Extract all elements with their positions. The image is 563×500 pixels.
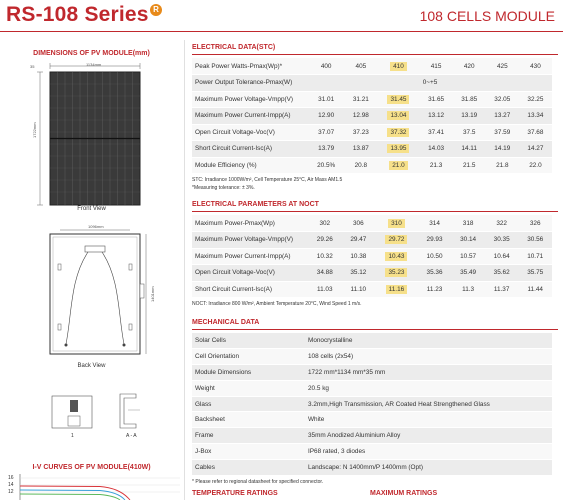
cell: 21.5 [453, 157, 486, 174]
table-row [192, 444, 552, 460]
row-label: Power Output Tolerance-Pmax(W) [192, 75, 308, 92]
cell: 322 [485, 215, 519, 232]
cell: 400 [308, 58, 344, 75]
row-label: Frame [192, 428, 302, 444]
cell-highlight-text: 35.23 [385, 268, 407, 277]
cell-highlight-text: 310 [388, 219, 405, 228]
cell-highlight [375, 215, 418, 232]
table-row [192, 157, 552, 174]
header-divider [0, 31, 563, 32]
cell-highlight-text: 410 [390, 62, 407, 71]
cell: 31.65 [420, 91, 453, 108]
front-width-label: 1134mm [86, 62, 102, 67]
cell: 3.2mm,High Transmission, AR Coated Heat Strengthened Glass [302, 396, 552, 412]
cell: 306 [342, 215, 376, 232]
table-row [192, 215, 552, 232]
cell: 10.71 [518, 248, 552, 265]
cell: 35.75 [518, 265, 552, 282]
row-label: Backsheet [192, 412, 302, 428]
row-label: Maximum Power Current-Impp(A) [192, 108, 308, 125]
stc-note-2: *Measuring tolerance: ± 3%. [192, 184, 255, 191]
cell-highlight [377, 157, 419, 174]
row-label: Module Efficiency (%) [192, 157, 308, 174]
stc-note [192, 177, 558, 192]
cell: 30.56 [518, 232, 552, 249]
front-height-label: 1722mm [32, 122, 37, 138]
cell: Landscape: N 1400mm/P 1400mm (Opt) [302, 460, 552, 476]
module-title: 108 CELLS MODULE [419, 8, 555, 24]
iv-curves-chart [0, 472, 183, 500]
row-label: Cell Orientation [192, 348, 302, 364]
cell: 326 [518, 215, 552, 232]
cell: 35.12 [342, 265, 376, 282]
mechanical-note: * Please refer to regional datasheet for specified connector. [192, 479, 324, 486]
table-row [192, 396, 552, 412]
row-label: Glass [192, 396, 302, 412]
table-row [192, 108, 552, 125]
back-view-drawing [0, 224, 183, 364]
row-label: Maximum Power Voltage-Vmpp(V) [192, 91, 308, 108]
section-detail-drawing [0, 390, 183, 446]
cell: 420 [453, 58, 486, 75]
cell: 405 [344, 58, 377, 75]
cell-highlight-text: 10.43 [385, 252, 407, 261]
stc-rule [192, 54, 558, 55]
cell: 22.0 [519, 157, 552, 174]
cell: 30.35 [485, 232, 519, 249]
cell: 29.26 [308, 232, 342, 249]
row-label: Maximum Power-Pmax(Wp) [192, 215, 308, 232]
stc-table [192, 58, 552, 174]
cell-highlight-text: 13.04 [387, 111, 409, 120]
cell-highlight [377, 91, 419, 108]
cell-highlight-text: 13.95 [387, 144, 409, 153]
section-aa-label: A - A [126, 433, 137, 439]
table-row [192, 380, 552, 396]
drawings-column [0, 40, 183, 500]
page-header [0, 0, 563, 34]
cell: 10.32 [308, 248, 342, 265]
cell: White [302, 412, 552, 428]
iv-curves-title: I-V CURVES OF PV MODULE(410W) [32, 464, 151, 471]
row-label: Module Dimensions [192, 364, 302, 380]
table-row [192, 333, 552, 349]
column-divider [184, 40, 185, 500]
cell-highlight [375, 248, 418, 265]
cell-span: 0~+5 [308, 75, 552, 92]
iv-ytick-14: 14 [8, 482, 14, 488]
cell: 10.50 [418, 248, 452, 265]
table-row [192, 124, 552, 141]
cell: 31.01 [308, 91, 344, 108]
row-label: Cables [192, 460, 302, 476]
cell-highlight [375, 281, 418, 298]
table-row [192, 348, 552, 364]
mechanical-table [192, 333, 552, 477]
noct-title: ELECTRICAL PARAMETERS AT NOCT [192, 201, 319, 208]
noct-table [192, 215, 552, 298]
cell: 11.37 [485, 281, 519, 298]
table-row [192, 75, 552, 92]
table-row [192, 58, 552, 75]
table-row [192, 364, 552, 380]
cell: 11.3 [451, 281, 485, 298]
cell: 318 [451, 215, 485, 232]
dimensions-title: DIMENSIONS OF PV MODULE(mm) [33, 50, 150, 57]
cell: 37.23 [344, 124, 377, 141]
data-column [192, 44, 558, 487]
brand-badge-icon: R [150, 4, 162, 16]
cell-highlight-text: 29.72 [385, 235, 407, 244]
cell-highlight-text: 31.45 [387, 95, 409, 104]
maximum-ratings-title: MAXIMUM RATINGS [370, 490, 438, 497]
row-label: Weight [192, 380, 302, 396]
cell: 13.79 [308, 141, 344, 158]
cell: 11.44 [518, 281, 552, 298]
row-label: Short Circuit Current-Isc(A) [192, 141, 308, 158]
cell: 21.8 [486, 157, 519, 174]
iv-ytick-16: 16 [8, 475, 14, 481]
cell: 14.03 [420, 141, 453, 158]
cell: 32.05 [486, 91, 519, 108]
cell: 314 [418, 215, 452, 232]
cell: 37.41 [420, 124, 453, 141]
cell: 425 [486, 58, 519, 75]
cell: 415 [420, 58, 453, 75]
row-label: Maximum Power Current-Impp(A) [192, 248, 308, 265]
back-height-label: 1401mm [150, 286, 155, 302]
cell: 31.85 [453, 91, 486, 108]
table-row [192, 265, 552, 282]
row-label: Solar Cells [192, 333, 302, 349]
back-view-label: Back View [77, 363, 106, 369]
cell: 37.68 [519, 124, 552, 141]
cell: 32.25 [519, 91, 552, 108]
front-view-drawing [0, 60, 183, 220]
cell: 14.11 [453, 141, 486, 158]
cell: 11.03 [308, 281, 342, 298]
table-row [192, 91, 552, 108]
back-width-label: 1096mm [88, 224, 104, 229]
temperature-ratings-title: TEMPERATURE RATINGS [192, 490, 278, 497]
table-row [192, 412, 552, 428]
cell: 13.87 [344, 141, 377, 158]
cell: 13.12 [420, 108, 453, 125]
table-row [192, 232, 552, 249]
cell: 20.5 kg [302, 380, 552, 396]
brand-title: RS-108 Series [6, 3, 149, 26]
cell: 14.19 [486, 141, 519, 158]
cell: 12.90 [308, 108, 344, 125]
cell: 35.62 [485, 265, 519, 282]
cell: 35mm Anodized Aluminium Alloy [302, 428, 552, 444]
cell-highlight [377, 108, 419, 125]
iv-ytick-12: 12 [8, 489, 14, 495]
cell: 21.3 [420, 157, 453, 174]
stc-note-1: STC: Irradiance 1000W/m², Cell Temperature 25°C, Air Mass AM1.5 [192, 177, 343, 183]
table-row [192, 428, 552, 444]
cell: 12.98 [344, 108, 377, 125]
row-label: J-Box [192, 444, 302, 460]
cell: 13.19 [453, 108, 486, 125]
row-label: Short Circuit Current-Isc(A) [192, 281, 308, 298]
cell: 14.27 [519, 141, 552, 158]
table-row [192, 281, 552, 298]
row-label: Peak Power Watts-Pmax(Wp)* [192, 58, 308, 75]
mechanical-title: MECHANICAL DATA [192, 318, 260, 326]
cell: 20.5% [308, 157, 344, 174]
cell: 29.47 [342, 232, 376, 249]
cell: IP68 rated, 3 diodes [302, 444, 552, 460]
cell-highlight [375, 232, 418, 249]
noct-note: NOCT: Irradiance 800 W/m², Ambient Temperature 20°C, Wind Speed 1 m/s. [192, 301, 362, 307]
cell-highlight-text: 11.16 [386, 285, 408, 294]
cell: 13.34 [519, 108, 552, 125]
cell: 20.8 [344, 157, 377, 174]
cell: 430 [519, 58, 552, 75]
cell-highlight [377, 58, 419, 75]
cell-highlight-text: 37.32 [387, 128, 409, 137]
cell: 11.23 [418, 281, 452, 298]
cell: 37.07 [308, 124, 344, 141]
front-view-label: Front View [77, 206, 106, 212]
row-label: Open Circuit Voltage-Voc(V) [192, 124, 308, 141]
cell: 30.14 [451, 232, 485, 249]
cell: 10.64 [485, 248, 519, 265]
cell: Monocrystalline [302, 333, 552, 349]
cell: 34.88 [308, 265, 342, 282]
mechanical-rule [192, 329, 558, 330]
cell-highlight [377, 124, 419, 141]
table-row [192, 460, 552, 476]
row-label: Maximum Power Voltage-Vmpp(V) [192, 232, 308, 249]
section-1-label: 1 [71, 433, 74, 439]
cell-highlight [377, 141, 419, 158]
cell-highlight [375, 265, 418, 282]
cell: 37.59 [486, 124, 519, 141]
cell: 31.21 [344, 91, 377, 108]
cell: 35.49 [451, 265, 485, 282]
cell: 1722 mm*1134 mm*35 mm [302, 364, 552, 380]
row-label: Open Circuit Voltage-Voc(V) [192, 265, 308, 282]
cell: 37.5 [453, 124, 486, 141]
edge-label: 35 [30, 64, 35, 69]
cell-highlight-text: 21.0 [389, 161, 407, 170]
cell: 108 cells (2x54) [302, 348, 552, 364]
table-row [192, 141, 552, 158]
table-row [192, 248, 552, 265]
noct-rule [192, 211, 558, 212]
cell: 10.57 [451, 248, 485, 265]
stc-title: ELECTRICAL DATA(STC) [192, 44, 276, 51]
cell: 29.93 [418, 232, 452, 249]
cell: 10.38 [342, 248, 376, 265]
cell: 302 [308, 215, 342, 232]
cell: 35.36 [418, 265, 452, 282]
cell: 11.10 [342, 281, 376, 298]
cell: 13.27 [486, 108, 519, 125]
